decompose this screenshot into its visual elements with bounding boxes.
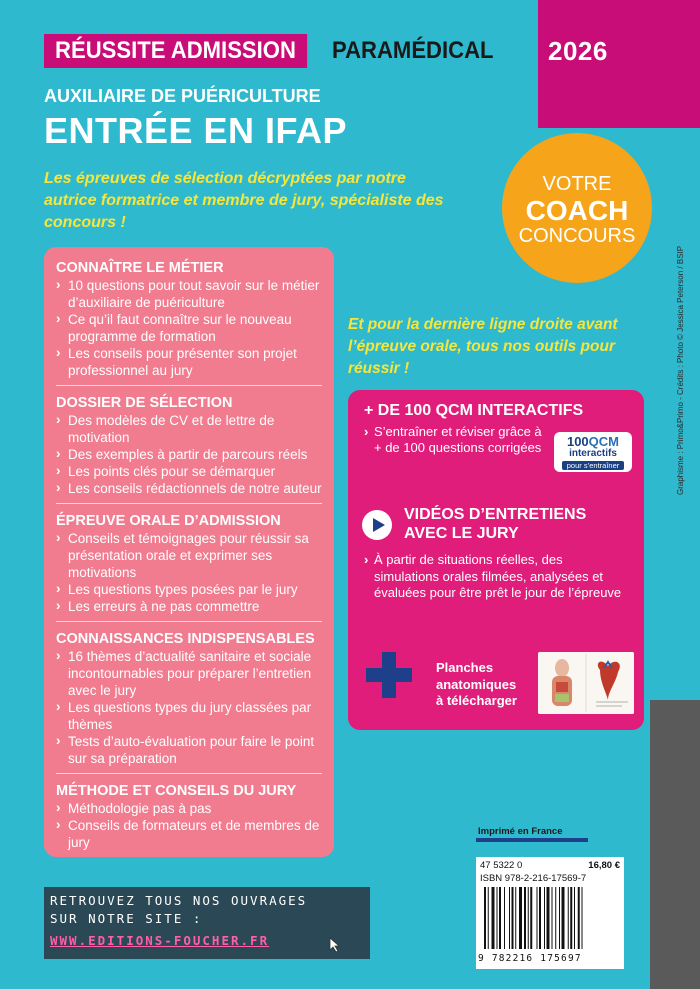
right-strip-top (650, 0, 700, 128)
section-title: CONNAÎTRE LE MÉTIER (56, 260, 224, 276)
qcm-title: + DE 100 QCM INTERACTIFS (364, 402, 584, 419)
qcm-badge-num: 100 (566, 434, 589, 449)
barcode-bar (570, 887, 572, 949)
video-title (404, 505, 586, 543)
section-divider (56, 503, 322, 504)
qcm-badge-interactifs: interactifs (569, 448, 617, 459)
list-item: › Les erreurs à ne pas commettre (56, 598, 322, 615)
right-strip-bottom (650, 700, 700, 989)
planches-line2: anatomiques (436, 676, 517, 692)
barcode-bar (547, 887, 550, 949)
series-brand-tag: RÉUSSITE ADMISSION (44, 34, 307, 68)
right-strip (650, 0, 700, 989)
plus-icon-bar (382, 652, 396, 698)
qcm-item: › S’entraîner et réviser grâce à + de 100 questions corrigées (364, 424, 552, 456)
intro-text: Les épreuves de sélection décryptées par notre autrice formatrice et membre de jury, spécialiste des concours ! (44, 170, 444, 231)
barcode-code: 47 5322 0 (480, 860, 523, 871)
tools-box (348, 390, 644, 730)
section-divider (56, 621, 322, 622)
page-title: ENTRÉE EN IFAP (44, 110, 348, 151)
barcode-digits: 9 782216 175697 (478, 953, 582, 964)
barcode-bar (484, 887, 486, 949)
last-line-text: Et pour la dernière ligne droite avant l’épreuve orale, tous nos outils pour réussir ! (348, 316, 618, 377)
barcode-bar (528, 887, 529, 949)
list-item: › 10 questions pour tout savoir sur le métier d’auxiliaire de puériculture (56, 277, 322, 311)
list-item: › Les questions types posées par le jury (56, 581, 322, 598)
category-label: PARAMÉDICAL (332, 37, 494, 64)
barcode-bar (512, 887, 514, 949)
imprint-label: Imprimé en France (478, 826, 563, 837)
barcode-bar (497, 887, 498, 949)
section-divider (56, 773, 322, 774)
barcode-bar (568, 887, 569, 949)
barcode-isbn: ISBN 978-2-216-17569-7 (480, 873, 587, 884)
plus-icon (366, 652, 412, 698)
planches-text (436, 660, 517, 710)
barcode-bar (552, 887, 553, 949)
barcode-bar (574, 887, 575, 949)
coach-badge-line3: CONCOURS (518, 225, 636, 247)
planches-line1: Planches (436, 660, 494, 675)
site-line2: SUR NOTRE SITE : (50, 911, 203, 926)
video-title-line1: VIDÉOS D’ENTRETIENS (404, 506, 587, 523)
section-divider (56, 385, 322, 386)
barcode-box (476, 857, 624, 969)
barcode-bar (562, 887, 565, 949)
video-title-line2: AVEC LE JURY (404, 525, 519, 542)
barcode-bar (524, 887, 526, 949)
barcode-bar (504, 887, 505, 949)
barcode-bar (539, 887, 541, 949)
barcode-bars (484, 887, 616, 949)
list-item: › Des modèles de CV et de lettre de motivation (56, 412, 322, 446)
anatomy-illustration (538, 652, 634, 714)
barcode-bar (544, 887, 545, 949)
barcode-bar (509, 887, 510, 949)
imprint-bar (476, 838, 588, 842)
qcm-badge-sub: pour s’entraîner (562, 461, 624, 470)
list-item: › Des exemples à partir de parcours réels (56, 446, 322, 463)
section-title: ÉPREUVE ORALE D’ADMISSION (56, 513, 281, 529)
list-item: › Conseils et témoignages pour réussir sa présentation orale et exprimer ses motivations (56, 530, 322, 581)
qcm-badge-number (554, 434, 632, 449)
year-label: 2026 (548, 36, 608, 66)
coach-badge-line1: VOTRE (542, 173, 612, 195)
coach-badge-line2: COACH (525, 195, 629, 226)
list-item: › Les points clés pour se démarquer (56, 463, 322, 480)
barcode-bar (530, 887, 532, 949)
barcode-bar (499, 887, 501, 949)
barcode-bar (578, 887, 580, 949)
site-url-link[interactable]: WWW.EDITIONS-FOUCHER.FR (50, 933, 270, 948)
video-item: › À partir de situations réelles, des simulations orales filmées, analysées et évaluées pour être prêt le jour de l’épreuve (364, 552, 624, 602)
list-item: › Méthodologie pas à pas (56, 800, 322, 817)
credits-text: Graphisme : Primo&Primo - Crédits : Photo © Jessica Peterson / BSIP (676, 245, 685, 495)
barcode-bar (555, 887, 556, 949)
play-icon (362, 510, 392, 540)
list-item: › 16 thèmes d’actualité sanitaire et sociale incontournables pour préparer l’entretien avec le jury (56, 648, 322, 699)
site-line1: RETROUVEZ TOUS NOS OUVRAGES (50, 893, 308, 908)
section-title: MÉTHODE ET CONSEILS DU JURY (56, 783, 297, 799)
section-title: CONNAISSANCES INDISPENSABLES (56, 631, 315, 647)
cursor-icon (328, 937, 344, 953)
barcode-bar (519, 887, 522, 949)
list-item: › Les conseils rédactionnels de notre auteur (56, 480, 322, 497)
anatomy-image (538, 652, 634, 714)
list-item: › Les conseils pour présenter son projet professionnel au jury (56, 345, 322, 379)
list-item: › Conseils de formateurs et de membres de jury (56, 817, 322, 851)
list-item: › Tests d’auto-évaluation pour faire le point sur sa préparation (56, 733, 322, 767)
barcode-price: 16,80 € (588, 860, 620, 871)
coach-badge (502, 133, 652, 283)
qcm-badge-qcm: QCM (588, 434, 620, 449)
barcode-bar (488, 887, 489, 949)
planches-line3: à télécharger (436, 693, 517, 708)
contents-box (44, 247, 334, 857)
qcm-badge (554, 432, 632, 472)
page-subtitle: AUXILIAIRE DE PUÉRICULTURE (44, 86, 321, 106)
section-title: DOSSIER DE SÉLECTION (56, 395, 233, 411)
barcode-bar (492, 887, 495, 949)
barcode-bar (515, 887, 516, 949)
barcode-bar (582, 887, 583, 949)
barcode-bar (559, 887, 560, 949)
website-banner (44, 887, 370, 959)
list-item: › Les questions types du jury classées par thèmes (56, 699, 322, 733)
barcode-bar (537, 887, 538, 949)
list-item: › Ce qu’il faut connaître sur le nouveau programme de formation (56, 311, 322, 345)
